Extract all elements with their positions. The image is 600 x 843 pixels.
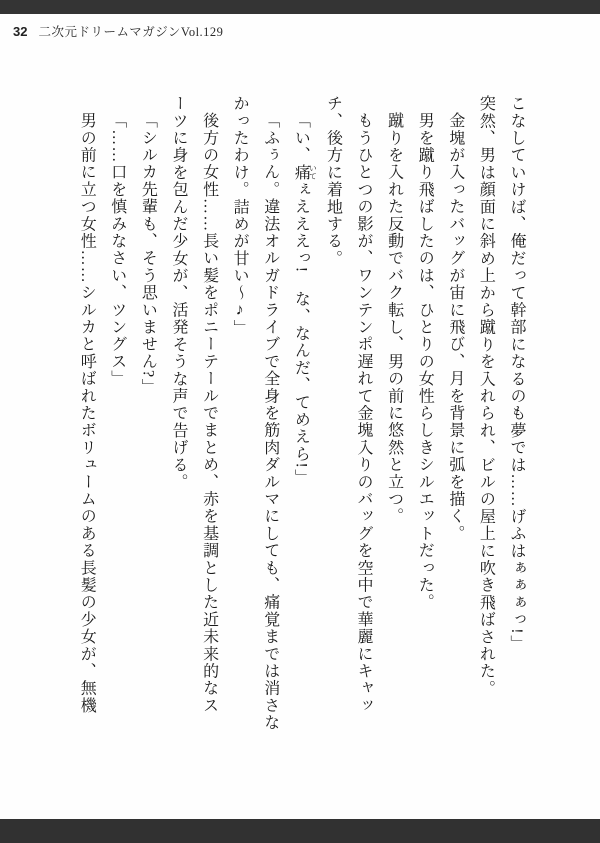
text-column: ーツに身を包んだ少女が、活発そうな声で告げる。	[169, 95, 187, 491]
text-column-with-ruby	[285, 95, 317, 740]
text-column: 「……口を慎みなさい、ツングス」	[108, 112, 126, 388]
text-segment: 「い、	[292, 112, 310, 164]
ruby-base: 痛	[292, 163, 310, 181]
text-column: 「シルカ先輩も、そう思いません?」	[139, 112, 157, 396]
page-header	[13, 22, 223, 40]
text-column: 男の前に立つ女性……シルカと呼ばれたボリュームのある長髪の少女が、無機	[78, 112, 96, 714]
page-number: 32	[13, 24, 28, 39]
bottom-bar	[0, 819, 600, 843]
top-bar	[0, 0, 600, 14]
ruby-text: いて	[308, 163, 318, 181]
text-column: もうひとつの影が、ワンテンポ遅れて金塊入りのバッグを空中で華麗にキャッ	[355, 112, 373, 714]
text-column: 後方の女性……長い髪をポニーテールでまとめ、赤を基調とした近未来的なス	[200, 112, 218, 714]
text-column: チ、後方に着地する。	[324, 95, 342, 267]
text-column: 男を蹴り飛ばしたのは、ひとりの女性らしきシルエットだった。	[416, 112, 434, 611]
ruby-annotation	[292, 163, 318, 181]
text-column: 蹴りを入れた反動でバク転し、男の前に悠然と立つ。	[385, 112, 403, 525]
text-column: 突然、男は顔面に斜め上から蹴りを入れられ、ビルの屋上に吹き飛ばされた。	[477, 95, 495, 697]
magazine-title: 二次元ドリームマガジンVol.129	[38, 25, 224, 39]
text-column: 金塊が入ったバッグが宙に飛び、月を背景に弧を描く。	[446, 112, 464, 542]
page-body	[71, 95, 531, 740]
text-column: かったわけ。詰めが甘い〜♪」	[231, 95, 249, 337]
text-column: 「ふぅん。違法オルガドライブで全身を筋肉ダルマにしても、痛覚までは消さな	[261, 112, 279, 732]
text-column: こなしていけば、俺だって幹部になるのも夢では……げふはぁぁぁっ!」	[508, 95, 525, 652]
text-segment: ぇえええっ! な、なんだ、てめえら!」	[292, 180, 310, 487]
